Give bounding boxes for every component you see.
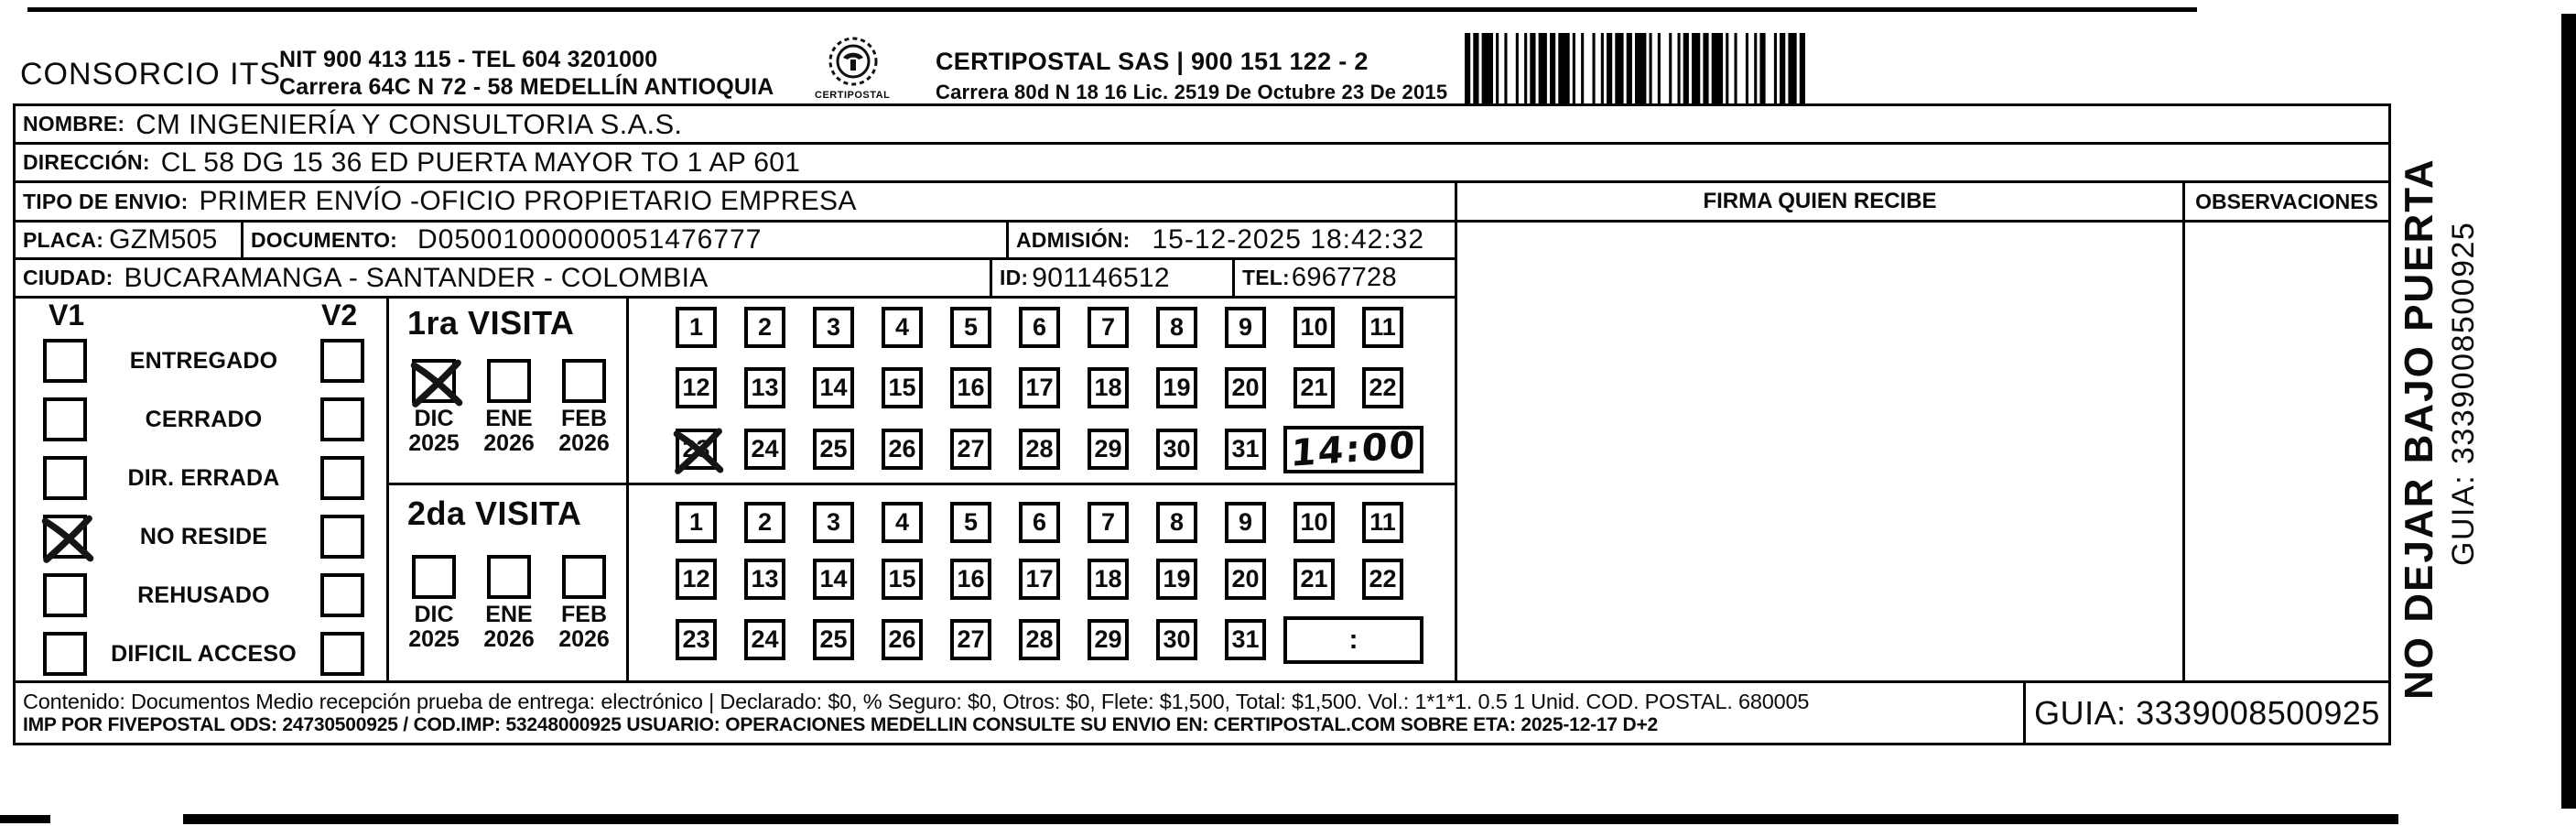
month-cell [554,359,614,456]
top-rule [27,7,2197,12]
day-box: 1 [676,307,717,348]
status-row [16,331,386,390]
day-box: 27 [950,429,991,470]
status-panel [13,296,389,683]
ciudad-value: BUCARAMANGA - SANTANDER - COLOMBIA [124,262,709,293]
bottom-bar [183,814,2398,824]
day-box: 23 [676,429,717,470]
firma-header-text: FIRMA QUIEN RECIBE [1703,189,1937,213]
day-box: 14 [813,559,854,600]
visit-month-panel [386,296,629,683]
tracking-barcode [1465,33,1842,104]
v2-column-header: V2 [321,299,358,331]
status-checkbox-v1 [43,573,87,617]
cell-tel [1232,257,1457,299]
month-year: 2026 [483,430,535,456]
status-checkbox-v2 [320,515,364,559]
firma-signature-area [1455,220,2185,683]
admision-value: 15-12-2025 18:42:32 [1152,224,1425,255]
status-label: DIR. ERRADA [127,464,280,491]
bottom-bar-left-segment [0,815,50,823]
day-box: 13 [744,559,785,600]
day-box: 27 [950,619,991,660]
tipo-envio-label: TIPO DE ENVIO: [23,189,189,213]
month-year: 2025 [408,430,460,456]
status-label: REHUSADO [137,581,270,608]
visit2-title: 2da VISITA [407,495,582,532]
month-checkbox [412,555,456,599]
day-box: 31 [1225,619,1266,660]
status-label: CERRADO [145,406,263,432]
day-box: 28 [1019,619,1060,660]
cell-placa [13,220,244,260]
day-box: 31 [1225,429,1266,470]
month-checkbox [412,359,456,403]
day-box: 24 [744,429,785,470]
month-year: 2025 [408,626,460,652]
id-label: ID: [1000,266,1029,289]
guia-number: GUIA: 3339008500925 [2034,693,2380,732]
day-box: 30 [1156,619,1197,660]
status-row [16,625,386,683]
month-year: 2026 [483,626,535,652]
status-checkbox-v1 [43,456,87,500]
documento-label: DOCUMENTO: [251,227,398,252]
ciudad-label: CIUDAD: [23,266,114,289]
cell-ciudad [13,257,992,299]
status-checkbox-v1 [43,397,87,441]
day-box: 1 [676,502,717,543]
day-box: 20 [1225,367,1266,408]
direccion-label: DIRECCIÓN: [23,150,150,174]
observaciones-area [2182,220,2391,683]
firma-header-cell [1455,180,2185,223]
status-row [16,390,386,449]
sender-nit-tel: NIT 900 413 115 - TEL 604 3201000 [279,47,658,72]
day-box: 18 [1088,559,1129,600]
day-box: 8 [1156,502,1197,543]
day-box: 2 [744,502,785,543]
row-nombre [13,103,2391,145]
direccion-value: CL 58 DG 15 36 ED PUERTA MAYOR TO 1 AP 601 [160,147,801,178]
status-checkbox-v2 [320,573,364,617]
side-note-no-dejar: NO DEJAR BAJO PUERTA [2397,158,2441,700]
handwritten-x-mark [673,425,724,476]
status-checkbox-v1 [43,515,87,559]
footer-content-line: Contenido: Documentos Medio recepción prueba de entrega: electrónico | Declarado: $0, % Seguro: $0, Otros: $0, Flete: $1,500, Total: $1,500. Vol.: 1*1*1. 0.5 1 Unid. COD. POSTAL. 680005 [23,690,1810,713]
right-edge-bar [2561,14,2576,809]
id-value: 901146512 [1032,262,1170,293]
day-box: 20 [1225,559,1266,600]
day-box: 26 [882,619,923,660]
day-panel-divider [629,483,1455,485]
v1-column-header: V1 [49,299,85,331]
time-placeholder-colon: : [1348,625,1358,655]
day-box: 6 [1019,307,1060,348]
day-box: 22 [1362,559,1403,600]
day-box: 14 [813,367,854,408]
day-box: 29 [1088,619,1129,660]
day-box: 15 [882,559,923,600]
nombre-value: CM INGENIERÍA Y CONSULTORIA S.A.S. [135,107,683,140]
handwritten-time: 14:00 [1289,424,1418,475]
certipostal-logo-caption: CERTIPOSTAL [815,90,891,101]
day-box: 10 [1293,307,1335,348]
month-cell [479,555,539,652]
day-box: 26 [882,429,923,470]
day-box: 30 [1156,429,1197,470]
month-checkbox [487,555,531,599]
placa-value: GZM505 [109,224,218,255]
status-checkbox-v1 [43,632,87,676]
observaciones-header-text: OBSERVACIONES [2195,189,2378,213]
month-name: ENE [485,406,533,431]
tel-value: 6967728 [1291,263,1397,292]
day-box: 12 [676,367,717,408]
carrier-address-line: Carrera 80d N 18 16 Lic. 2519 De Octubre 23 De 2015 [936,81,1448,103]
status-rows [16,331,386,683]
day-box: 16 [950,367,991,408]
visit2-months [404,555,614,652]
day-box: 7 [1088,502,1129,543]
day-box: 25 [813,619,854,660]
day-box: 21 [1293,559,1335,600]
visit-panel-divider [389,483,626,485]
footer-imp-line: IMP POR FIVEPOSTAL ODS: 24730500925 / COD.IMP: 53248000925 USUARIO: OPERACIONES MEDELLIN CONSULTE SU ENVIO EN: CERTIPOSTAL.COM SOBRE ETA: 2025-12-17 D+2 [23,714,1658,735]
status-label: NO RESIDE [139,523,268,549]
handwritten-x-mark [410,356,463,409]
month-cell [404,555,464,652]
month-cell [479,359,539,456]
carrier-name-line: CERTIPOSTAL SAS | 900 151 122 - 2 [936,48,1369,75]
footer-info-cell [13,680,2026,745]
day-box: 4 [882,502,923,543]
day-box: 28 [1019,429,1060,470]
status-checkbox-v2 [320,397,364,441]
placa-label: PLACA: [23,227,104,252]
day-box: 4 [882,307,923,348]
delivery-time-box [1283,616,1423,664]
status-checkbox-v2 [320,632,364,676]
row-direccion [13,142,2391,183]
cell-admision [1006,220,1457,260]
day-box: 6 [1019,502,1060,543]
certipostal-logo-icon [820,35,886,90]
day-box: 8 [1156,307,1197,348]
day-box: 22 [1362,367,1403,408]
day-box: 11 [1362,502,1403,543]
status-label: DIFICIL ACCESO [111,640,297,667]
day-box: 5 [950,502,991,543]
observaciones-header-cell [2182,180,2391,223]
cell-id [990,257,1235,299]
day-box: 10 [1293,502,1335,543]
day-box: 19 [1156,559,1197,600]
status-checkbox-v1 [43,339,87,383]
day-box: 7 [1088,307,1129,348]
visit1-title: 1ra VISITA [407,304,575,342]
day-box: 3 [813,307,854,348]
handwritten-x-mark [41,512,94,565]
status-checkbox-v2 [320,339,364,383]
day-box: 17 [1019,559,1060,600]
status-label: ENTREGADO [129,347,278,374]
admision-label: ADMISIÓN: [1016,227,1131,252]
day-box: 5 [950,307,991,348]
nombre-label: NOMBRE: [23,112,125,136]
guia-cell [2023,680,2391,745]
month-name: FEB [561,406,607,431]
day-box: 3 [813,502,854,543]
month-year: 2026 [558,430,610,456]
month-cell [554,555,614,652]
month-cell [404,359,464,456]
day-box: 29 [1088,429,1129,470]
day-box: 21 [1293,367,1335,408]
day-box: 16 [950,559,991,600]
day-box: 13 [744,367,785,408]
documento-value: D05001000000051476777 [417,224,763,255]
day-box: 9 [1225,502,1266,543]
day-grid-panel [626,296,1457,683]
tipo-envio-value: PRIMER ENVÍO -OFICIO PROPIETARIO EMPRESA [199,186,857,216]
month-name: DIC [414,406,454,431]
sender-company-name: CONSORCIO ITS [20,57,282,92]
cell-documento [241,220,1009,260]
day-box: 11 [1362,307,1403,348]
day-box: 19 [1156,367,1197,408]
visit1-months [404,359,614,456]
day-box: 17 [1019,367,1060,408]
sender-address: Carrera 64C N 72 - 58 MEDELLÍN ANTIOQUIA [279,74,774,100]
status-row [16,449,386,507]
day-box: 9 [1225,307,1266,348]
day-box: 24 [744,619,785,660]
cell-tipo-envio [13,180,1457,223]
day-box: 2 [744,307,785,348]
month-name: FEB [561,602,607,627]
month-checkbox [562,555,606,599]
month-checkbox [487,359,531,403]
day-box: 15 [882,367,923,408]
day-box: 12 [676,559,717,600]
status-checkbox-v2 [320,456,364,500]
day-box: 18 [1088,367,1129,408]
day-box: 25 [813,429,854,470]
status-row [16,507,386,566]
month-name: DIC [414,602,454,627]
status-row [16,566,386,625]
month-year: 2026 [558,626,610,652]
day-box: 23 [676,619,717,660]
month-checkbox [562,359,606,403]
delivery-time-box [1283,426,1423,473]
side-note-guia: GUIA: 3339008500925 [2446,221,2481,567]
month-name: ENE [485,602,533,627]
tel-label: TEL: [1242,266,1290,289]
